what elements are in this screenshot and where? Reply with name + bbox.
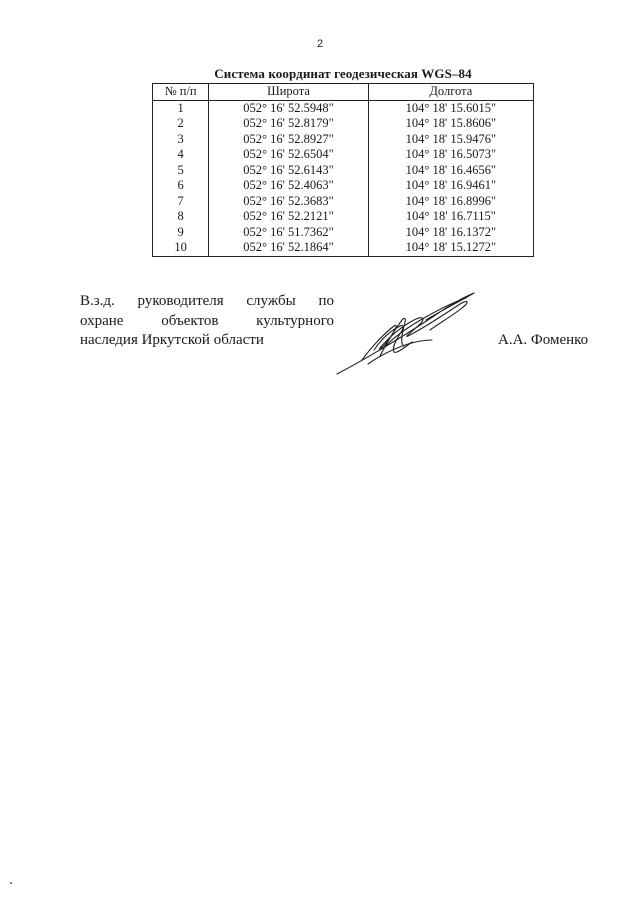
cell-latitude: 052° 16' 51.7362" [209,225,368,241]
table-row [153,116,534,132]
position-word: В.з.д. [80,293,115,309]
position-word: культурного [256,312,334,329]
cell-longitude: 104° 18' 16.9461" [368,178,533,194]
cell-number: 1 [153,100,209,116]
cell-number: 3 [153,132,209,148]
cell-latitude: 052° 16' 52.4063" [209,178,368,194]
table-row [153,100,534,116]
position-word: по [318,293,334,309]
cell-longitude: 104° 18' 15.8606" [368,116,533,132]
cell-latitude: 052° 16' 52.2121" [209,209,368,225]
cell-latitude: 052° 16' 52.3683" [209,194,368,210]
position-word: охране [80,312,124,329]
position-word: руководителя [137,293,224,309]
cell-longitude: 104° 18' 16.5073" [368,147,533,163]
cell-longitude: 104° 18' 15.9476" [368,132,533,148]
scan-artifact [10,882,12,884]
table-title: Система координат геодезическая WGS–84 [214,66,472,81]
position-word: наследия Иркутской области [80,332,264,348]
header-longitude: Долгота [368,84,533,101]
position-line [80,292,334,312]
cell-longitude: 104° 18' 15.6015" [368,100,533,116]
cell-latitude: 052° 16' 52.8179" [209,116,368,132]
table-header-row [153,84,534,101]
handwritten-signature [334,290,484,376]
cell-longitude: 104° 18' 15.1272" [368,240,533,256]
cell-number: 2 [153,116,209,132]
table-row [153,240,534,256]
signer-position [80,292,334,351]
cell-latitude: 052° 16' 52.1864" [209,240,368,256]
table-row [153,147,534,163]
cell-latitude: 052° 16' 52.6143" [209,163,368,179]
cell-number: 9 [153,225,209,241]
cell-number: 7 [153,194,209,210]
cell-number: 6 [153,178,209,194]
cell-longitude: 104° 18' 16.1372" [368,225,533,241]
signer-name: А.А. Фоменко [498,332,589,348]
cell-longitude: 104° 18' 16.7115" [368,209,533,225]
cell-latitude: 052° 16' 52.8927" [209,132,368,148]
table-row [153,209,534,225]
table-row [153,194,534,210]
cell-number: 5 [153,163,209,179]
table-row [153,225,534,241]
header-number: № п/п [153,84,209,101]
cell-latitude: 052° 16' 52.5948" [209,100,368,116]
cell-number: 4 [153,147,209,163]
table-row [153,178,534,194]
cell-longitude: 104° 18' 16.8996" [368,194,533,210]
cell-number: 8 [153,209,209,225]
cell-number: 10 [153,240,209,256]
coordinates-table [152,83,534,257]
table-row [153,132,534,148]
position-word: объектов [161,312,219,329]
cell-latitude: 052° 16' 52.6504" [209,147,368,163]
table-body [153,100,534,256]
position-line [80,312,334,332]
table-row [153,163,534,179]
header-latitude: Широта [209,84,368,101]
cell-longitude: 104° 18' 16.4656" [368,163,533,179]
position-word: службы [246,293,296,309]
page-number: 2 [316,38,324,50]
position-line [80,331,334,351]
